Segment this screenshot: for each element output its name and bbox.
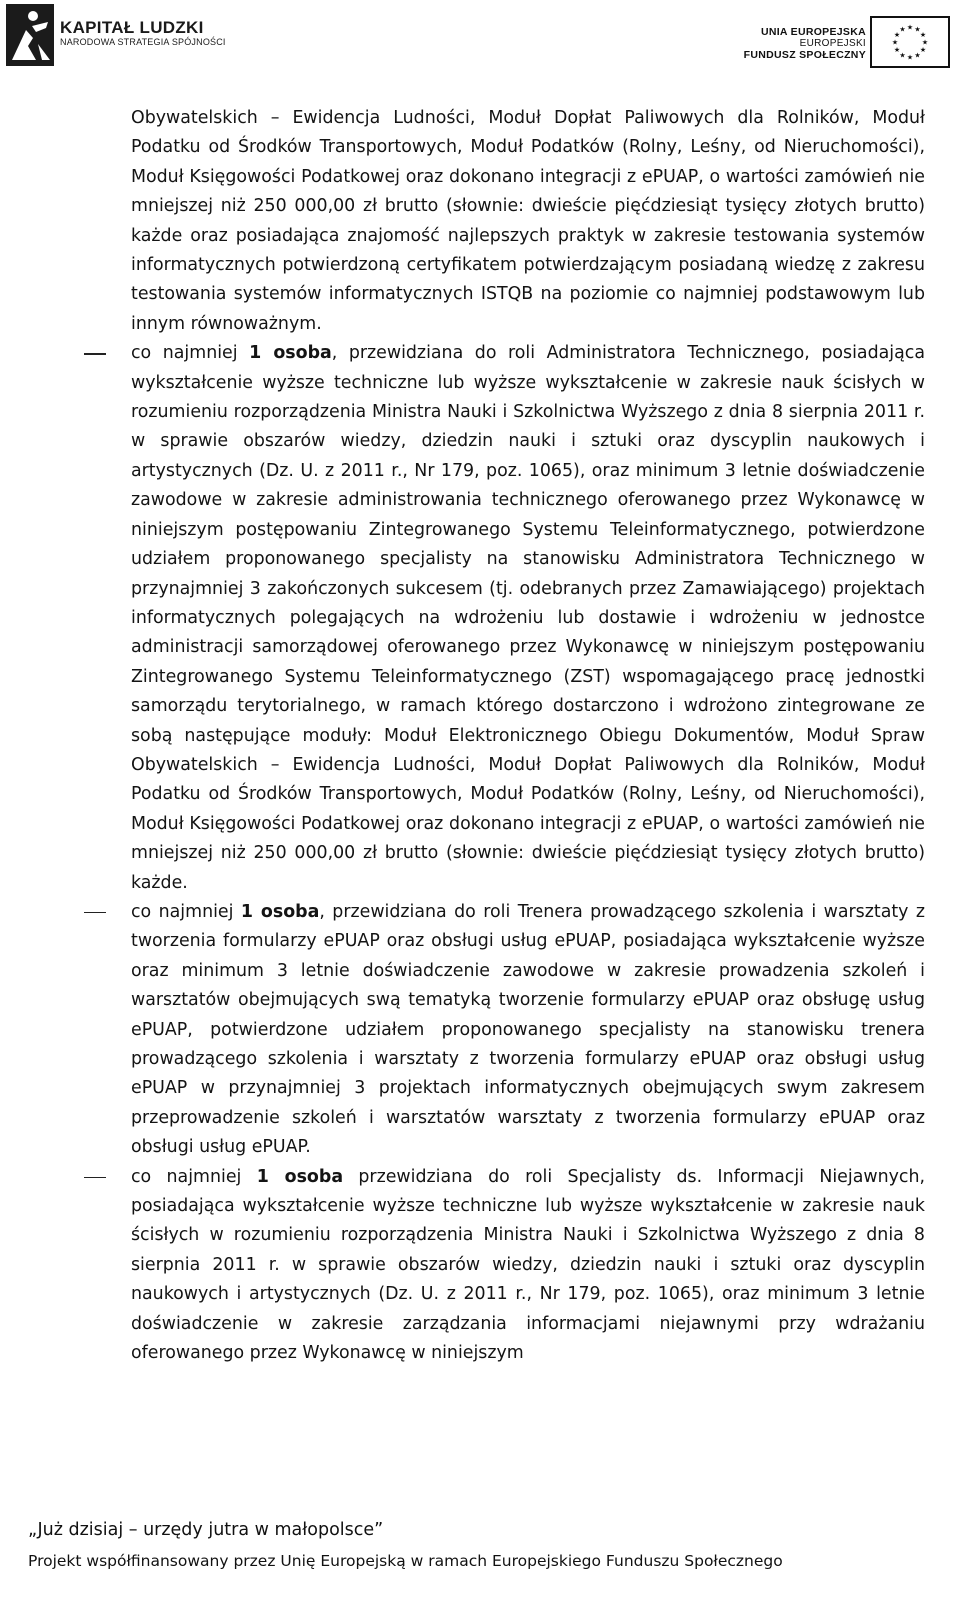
logo-left-title: KAPITAŁ LUDZKI (60, 18, 204, 37)
item-text: przewidziana do roli Specjalisty ds. Informacji Niejawnych, posiadająca wykształcenie wyższe techniczne lub wyższe wykształcenie w zakresie nauk ścisłych w rozumieniu rozporządzenia Ministra Nauki i Szkolnictwa Wyższego z dnia 8 sierpnia 2011 r. w sprawie obszarów wiedzy, dziedzin nauki i sztuki oraz dyscyplin naukowych i artystycznych (Dz. U. z 2011 r., Nr 179, poz. 1065), oraz minimum 3 letnie doświadczenie w zakresie zarządzania informacjami niejawnymi przy wdrażaniu oferowanego przez Wykonawcę w niniejszym (131, 1166, 926, 1364)
item-bold: 1 osoba (240, 901, 320, 922)
eu-star-icon: ★ (919, 32, 927, 39)
item-lead: co najmniej (131, 343, 250, 364)
logo-right-line3: FUNDUSZ SPOŁECZNY (743, 49, 866, 61)
item-bold: 1 osoba (256, 1166, 344, 1187)
list-item-admin (131, 339, 925, 898)
eu-star-icon: ★ (914, 26, 921, 34)
eu-star-icon: ★ (899, 52, 906, 60)
page-footer (28, 1518, 928, 1572)
eu-star-icon: ★ (893, 32, 901, 39)
eu-star-icon: ★ (914, 52, 921, 60)
item-lead: co najmniej (131, 901, 241, 922)
item-bold: 1 osoba (249, 343, 332, 364)
dash-bullet-icon (84, 912, 106, 913)
item-text: , przewidziana do roli Administratora Technicznego, posiadająca wykształcenie wyższe techniczne lub wyższe wykształcenie w zakresie nauk ścisłych w rozumieniu rozporządzenia Ministra Nauki i Szkolnictwa Wyższego z dnia 8 sierpnia 2011 r. w sprawie obszarów wiedzy, dziedzin nauki i sztuki oraz dyscyplin naukowych i artystycznych (Dz. U. z 2011 r., Nr 179, poz. 1065), oraz minimum 3 letnie doświadczenie zawodowe w zakresie administrowania technicznego oferowanego przez Wykonawcę w niniejszym postępowaniu Zintegrowanego Systemu Teleinformatycznego, potwierdzone udziałem proponowanego specjalisty na stanowisku Administratora Technicznego w przynajmniej 3 zakończonych sukcesem (tj. odebranych przez Zamawiającego) projektach informatycznych polegających na wdrożeniu lub dostawie i wdrożeniu w jednostce administracji samorządowej oferowanego przez Wykonawcę w niniejszym postępowaniu Zintegrowanego Systemu Teleinformatycznego (ZST) wspomagającego pracę jednostki samorządu terytorialnego, w ramach którego dostarczono i wdrożono zintegrowane ze sobą następujące moduły: Moduł Elektronicznego Obiegu Dokumentów, Moduł Spraw Obywatelskich – Ewidencja Ludności, Moduł Dopłat Paliwowych dla Rolników, Moduł Podatku od Środków Transportowych, Moduł Podatków (Rolny, Leśny, od Nieruchomości), Moduł Księgowości Podatkowej oraz dokonano integracji z ePUAP, o wartości zamówień nie mniejszej niż 250 000,00 zł brutto (słownie: dwieście pięćdziesiąt tysięcy złotych brutto) każde. (131, 343, 925, 893)
eu-star-icon: ★ (891, 39, 899, 47)
footer-slogan: „Już dzisiaj – urzędy jutra w małopolsce” (28, 1520, 384, 1540)
intro-paragraph: Obywatelskich – Ewidencja Ludności, Moduł Dopłat Paliwowych dla Rolników, Moduł Podatku od Środków Transportowych, Moduł Podatków (Rolny, Leśny, od Nieruchomości), Moduł Księgowości Podatkowej oraz dokonano integracji z ePUAP, o wartości zamówień nie mniejszej niż 250 000,00 zł brutto (słownie: dwieście pięćdziesiąt tysięcy złotych brutto) każde oraz posiadająca znajomość najlepszych praktyk w zakresie testowania systemów informatycznych potwierdzoną certyfikatem potwierdzającym posiadaną wiedzę z zakresu testowania systemów informatycznych ISTQB na poziomie co najmniej podstawowym lub innym równoważnym. (131, 108, 925, 334)
eu-flag-icon (870, 16, 950, 68)
eu-wordmark (744, 26, 866, 61)
footer-cofinance-note: Projekt współfinansowany przez Unię Europejską w ramach Europejskiego Funduszu Społecznego (28, 1552, 783, 1570)
logo-left-subtitle: NARODOWA STRATEGIA SPÓJNOŚCI (60, 37, 226, 47)
eu-star-icon: ★ (921, 39, 929, 47)
eu-star-icon: ★ (919, 47, 927, 54)
eu-star-icon: ★ (906, 54, 914, 62)
list-item-trainer (131, 898, 925, 1163)
dash-bullet-icon (84, 1177, 106, 1178)
kapital-ludzki-logo (6, 4, 54, 66)
dash-bullet-icon (84, 353, 106, 354)
logo-right-line2: EUROPEJSKI (799, 38, 866, 49)
kapital-ludzki-wordmark (60, 18, 226, 48)
document-body (131, 104, 925, 1368)
list-item-classified (131, 1163, 925, 1369)
page-header (0, 0, 960, 74)
logo-right-line1: UNIA EUROPEJSKA (760, 26, 866, 38)
eu-star-icon: ★ (893, 47, 901, 54)
item-text: , przewidziana do roli Trenera prowadzącego szkolenia i warsztaty z tworzenia formularzy ePUAP oraz obsługi usług ePUAP, posiadająca wykształcenie wyższe oraz minimum 3 letnie doświadczenie zawodowe w zakresie prowadzenia szkoleń i warsztatów obejmujących swą tematyką tworzenie formularzy ePUAP oraz obsługę usług ePUAP, potwierdzone udziałem proponowanego specjalisty na stanowisku trenera prowadzącego szkolenia i warsztaty z tworzenia formularzy ePUAP oraz obsługi usług ePUAP w przynajmniej 3 projektach informatycznych obejmujących swym zakresem przeprowadzenie szkoleń i warsztatów warsztaty z tworzenia formularzy ePUAP oraz obsługi usług ePUAP. (131, 901, 926, 1158)
eu-star-icon: ★ (906, 24, 914, 32)
item-lead: co najmniej (131, 1166, 257, 1187)
eu-star-icon: ★ (899, 26, 906, 34)
